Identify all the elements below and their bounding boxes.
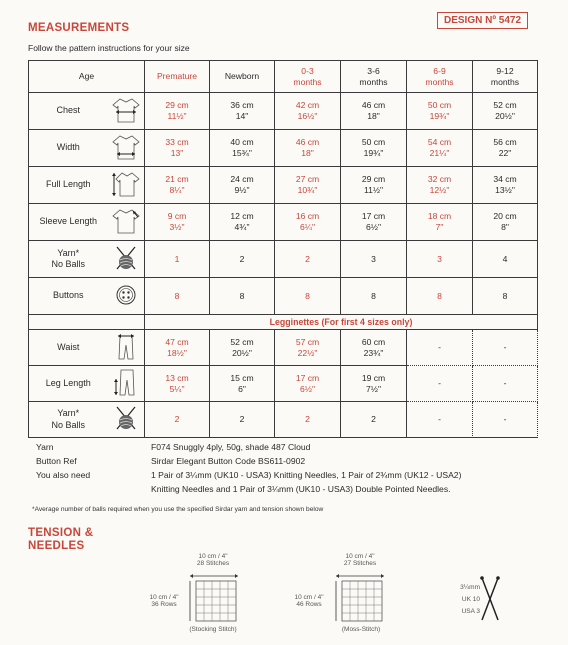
also-need-label: You also need <box>36 470 91 480</box>
button-icon <box>108 278 145 315</box>
leg-yarn-balls-label: Yarn* No Balls <box>29 402 108 438</box>
grid2-top-label: 10 cm / 4" 27 Stitches <box>343 553 377 567</box>
legginettes-banner-row <box>29 315 538 330</box>
stocking-stitch-grid-icon <box>188 573 240 625</box>
size-6-9: 6-9 months <box>407 61 473 93</box>
leg-length-diagram-icon <box>108 366 145 402</box>
yarn-balls-label: Yarn* No Balls <box>29 241 108 278</box>
full-length-label: Full Length <box>29 167 108 204</box>
size-premature: Premature <box>145 61 210 93</box>
measurements-table <box>28 60 538 438</box>
grid1-side-label: 10 cm / 4" 36 Rows <box>149 594 179 608</box>
leg-length-row: Leg Length 13 cm 5¼" 15 cm 6" 17 cm 6½" 19 cm 7½" - - <box>29 366 538 402</box>
footnote: *Average number of balls required when you use the specified Sirdar yarn and tension shown below <box>32 506 324 513</box>
needles-icon <box>479 575 501 623</box>
subtitle: Follow the pattern instructions for your size <box>28 43 190 53</box>
yarn-value: F074 Snuggly 4ply, 50g, shade 487 Cloud <box>151 442 311 452</box>
width-diagram-icon <box>108 130 145 167</box>
yarn-balls-row: Yarn* No Balls 1 2 2 3 3 4 <box>29 241 538 278</box>
sleeve-length-row: Sleeve Length 9 cm 3½" 12 cm 4¾" 16 cm 6¼" 17 cm 6½" 18 cm 7" 20 cm 8" <box>29 204 538 241</box>
length-diagram-icon <box>108 167 145 204</box>
needle-size-label: 3¼mm UK 10 USA 3 <box>460 584 480 615</box>
yarn-label: Yarn <box>36 442 54 452</box>
leg-yarn-balls-row: Yarn* No Balls 2 2 2 2 - - <box>29 402 538 438</box>
waist-label: Waist <box>29 330 108 366</box>
buttons-label: Buttons <box>29 278 108 315</box>
moss-stitch-grid-icon <box>334 573 386 625</box>
width-label: Width <box>29 130 108 167</box>
width-row: Width 33 cm 13" 40 cm 15¾" 46 cm 18" 50 cm 19¾" 54 cm 21¼" 56 cm 22" <box>29 130 538 167</box>
full-length-row: Full Length 21 cm 8¼" 24 cm 9½" 27 cm 10¾" 29 cm 11½" 32 cm 12½" 34 cm 13½" <box>29 167 538 204</box>
tension-heading: TENSION & NEEDLES <box>28 527 94 552</box>
age-row <box>29 61 538 93</box>
size-9-12: 9-12 months <box>473 61 538 93</box>
chest-diagram-icon <box>108 93 145 130</box>
leg-length-label: Leg Length <box>29 366 108 402</box>
buttons-row: Buttons 8 8 8 8 8 8 <box>29 278 538 315</box>
grid2-side-label: 10 cm / 4" 46 Rows <box>294 594 324 608</box>
grid1-top-label: 10 cm / 4" 28 Stitches <box>196 553 230 567</box>
waist-row: Waist 47 cm 18½" 52 cm 20½" 57 cm 22½" 60 cm 23¾" - - <box>29 330 538 366</box>
size-3-6: 3-6 months <box>341 61 407 93</box>
legginettes-banner: Legginettes (For first 4 sizes only) <box>145 315 538 330</box>
waist-diagram-icon <box>108 330 145 366</box>
size-0-3: 0-3 months <box>275 61 341 93</box>
sleeve-diagram-icon <box>108 204 145 241</box>
chest-label: Chest <box>29 93 108 130</box>
design-number: DESIGN Nº 5472 <box>437 12 528 29</box>
sleeve-length-label: Sleeve Length <box>29 204 108 241</box>
chest-row: Chest 29 cm 11½" 36 cm 14" 42 cm 16½" 46 cm 18" 50 cm 19¾" 52 cm 20½" <box>29 93 538 130</box>
size-newborn: Newborn <box>210 61 275 93</box>
age-label: Age <box>29 61 145 93</box>
also-need-line-1: 1 Pair of 3¼mm (UK10 - USA3) Knitting Needles, 1 Pair of 2¾mm (UK12 - USA2) <box>151 470 462 480</box>
yarn-ball-icon <box>108 402 145 438</box>
measurements-heading: MEASUREMENTS <box>28 22 130 34</box>
yarn-ball-icon <box>108 241 145 278</box>
grid2-bottom-label: (Moss-Stitch) <box>341 626 381 633</box>
also-need-line-2: Knitting Needles and 1 Pair of 3¼mm (UK10 - USA3) Double Pointed Needles. <box>151 484 451 494</box>
grid1-bottom-label: (Stocking Stitch) <box>189 626 237 633</box>
button-ref-value: Sirdar Elegant Button Code BS611-0902 <box>151 456 306 466</box>
button-ref-label: Button Ref <box>36 456 77 466</box>
